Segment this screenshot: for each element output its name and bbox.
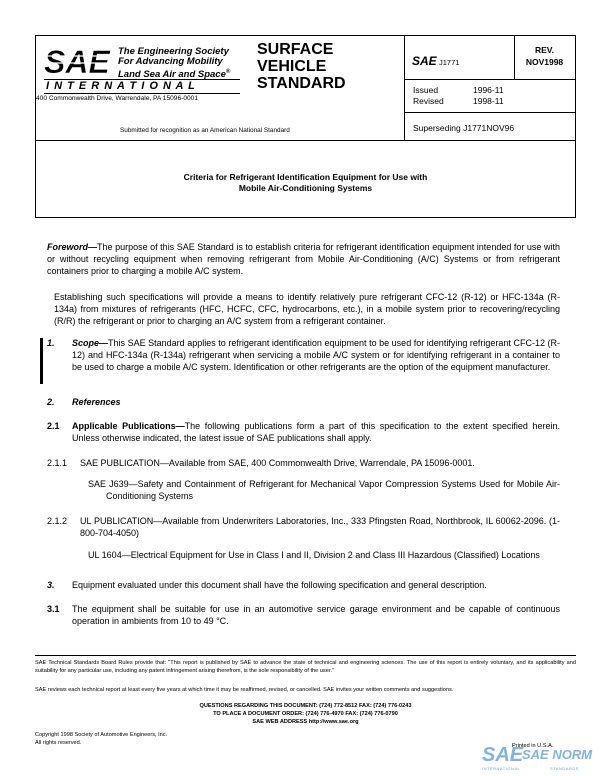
section212-text: UL PUBLICATION—Available from Underwriters Laboratories, Inc., 333 Pfingsten Road, Northbrook, IL 60062-2096. (1-800-704-4050) — [80, 516, 560, 538]
sae-norm-standards: STANDARDS — [550, 766, 579, 771]
society-line2: For Advancing Mobility — [118, 56, 223, 67]
title-line1: Criteria for Refrigerant Identification Equipment for Use with — [183, 172, 428, 182]
foreword-text: The purpose of this SAE Standard is to establish criteria for refrigerant identification equipment intended for use with or without recycling equipment when removing refrigerant from Mobile Air-Conditioning (A/C) Systems or from refrigerant containers prior to charging a mobile A/C system. — [47, 242, 560, 276]
society-text — [118, 47, 230, 80]
document-title — [35, 172, 576, 194]
section21-number: 2.1 — [47, 421, 60, 431]
sae-norm-logo: SAE NORM — [522, 747, 593, 762]
footer-review: SAE reviews each technical report at least every five years at which time it may be reaffirmed, revised, or cancelled. SAE invites your written comments and suggestions. — [35, 687, 454, 693]
footer-rules: SAE Technical Standards Board Rules provide that: "This report is published by SAE to advance the state of technical and engineering sciences. The use of this report is entirely voluntary, and its applicability and suitability for any particular use, including any patent infringement arising therefrom, is the sole responsibility of the user." — [35, 660, 576, 674]
section2-number: 2. — [47, 397, 55, 407]
section21-heading: Applicable Publications— — [72, 421, 185, 431]
foreword-paragraph-2: Establishing such specifications will provide a means to identify relatively pure refrigerant CFC-12 (R-12) or HFC-134a (R-134a) from mixtures of refrigerants (HFC, HCFC, CFC, hydrocarbons, etc.), in a mobile system prior to recovering/recycling (R/R) the refrigerant or prior to charging an A/C system from a refrigerant container. — [54, 292, 560, 326]
logo-rule-bottom — [44, 93, 240, 94]
section21-text: The following publications form a part of this specification to the extent specified herein. Unless otherwise indicated, the latest issue of SAE publications shall apply. — [72, 421, 560, 443]
section3-number: 3. — [47, 580, 55, 590]
header-hline-rev — [404, 79, 575, 80]
section1-number: 1. — [47, 338, 55, 348]
standard-type-line2: VEHICLE — [257, 58, 327, 75]
header-hline-issued — [404, 112, 575, 113]
revision-cell — [513, 44, 576, 68]
reference-ul-1604: UL 1604—Electrical Equipment for Use in Class I and II, Division 2 and Class III Hazardous (Classified) Locations — [88, 550, 540, 560]
sae-logo-text: SAE — [44, 47, 110, 77]
section2-heading: References — [72, 397, 121, 407]
society-line1: The Engineering Society — [118, 46, 229, 57]
copyright-block — [35, 731, 167, 747]
revised-label: Revised — [413, 96, 444, 106]
society-line3: Land Sea Air and Space — [118, 69, 226, 81]
section31-number: 3.1 — [47, 604, 60, 614]
footer-web: SAE WEB ADDRESS http://www.sae.org — [252, 719, 359, 725]
footer-rule — [35, 655, 576, 656]
standard-type-line1: SURFACE — [257, 41, 334, 58]
sae-mini-logo: SAE — [412, 54, 437, 68]
footer-questions: QUESTIONS REGARDING THIS DOCUMENT: (724) 772-8512 FAX: (724) 776-0243 — [199, 703, 412, 709]
international-text: I N T E R N A T I O N A L — [46, 80, 196, 92]
address-text: 400 Commonwealth Drive, Warrendale, PA 15096-0001 — [36, 95, 198, 102]
section211-number: 2.1.1 — [47, 458, 68, 468]
rev-value: NOV1998 — [525, 57, 564, 67]
footer-order: TO PLACE A DOCUMENT ORDER: (724) 776-4970 FAX: (724) 776-0790 — [213, 711, 398, 717]
issue-dates — [413, 85, 504, 107]
change-bar — [40, 338, 43, 384]
section1-text: This SAE Standard applies to refrigerant identification equipment to be used for identifying refrigerant CFC-12 (R-12) and HFC-134a (R-134a) refrigerant when servicing a mobile A/C system or for identifying refrigerant in a container to be used to charge a mobile A/C system. Identification or other refrigerants are the option of the equipment manufacturer. — [72, 338, 560, 372]
printed-text: Printed in U.S.A. — [512, 743, 554, 749]
rev-label: REV. — [534, 45, 555, 55]
registered-mark: ® — [225, 69, 231, 75]
document-number: J1771 — [439, 58, 460, 67]
footer-contacts — [35, 702, 576, 726]
standard-type — [257, 41, 346, 92]
reference-sae-j639: SAE J639—Safety and Containment of Refrigerant for Mechanical Vapor Compression Systems Used for Mobile Air-Conditioning Systems — [88, 479, 560, 501]
standard-type-line3: STANDARD — [257, 75, 346, 92]
section3-text: Equipment evaluated under this document shall have the following specification and general description. — [72, 580, 487, 590]
section1-heading: Scope— — [72, 338, 109, 348]
recognition-text: Submitted for recognition as an American National Standard — [120, 127, 290, 134]
foreword-heading: Foreword— — [47, 242, 98, 252]
sae-norm-watermark — [480, 742, 595, 772]
title-line2: Mobile Air-Conditioning Systems — [238, 183, 373, 193]
rights-text: All rights reserved. — [35, 740, 82, 746]
section31-text: The equipment shall be suitable for use in an automotive service garage environment and be capable of continuous operation in ambients from 10 to 49 °C. — [72, 604, 560, 626]
sae-logo — [44, 47, 112, 82]
header-divider — [404, 36, 405, 140]
issued-value: 1996-11 — [473, 85, 504, 95]
issued-label: Issued — [413, 85, 439, 95]
section1-scope — [72, 337, 560, 373]
section212-number: 2.1.2 — [47, 516, 68, 526]
sae-logo-graphic — [44, 47, 112, 77]
section211-text: SAE PUBLICATION—Available from SAE, 400 Commonwealth Drive, Warrendale, PA 15096-0001. — [80, 458, 475, 468]
superseding-text: Superseding J1771NOV96 — [413, 123, 515, 133]
section21-paragraph — [72, 420, 560, 444]
copyright-text: Copyright 1998 Society of Automotive Engineers, Inc. — [35, 732, 168, 738]
sae-norm-international: INTERNATIONAL — [482, 766, 521, 771]
foreword-paragraph — [47, 241, 560, 277]
sae-norm-logo-mark: SAE — [482, 744, 524, 766]
revised-value: 1998-11 — [473, 96, 504, 106]
